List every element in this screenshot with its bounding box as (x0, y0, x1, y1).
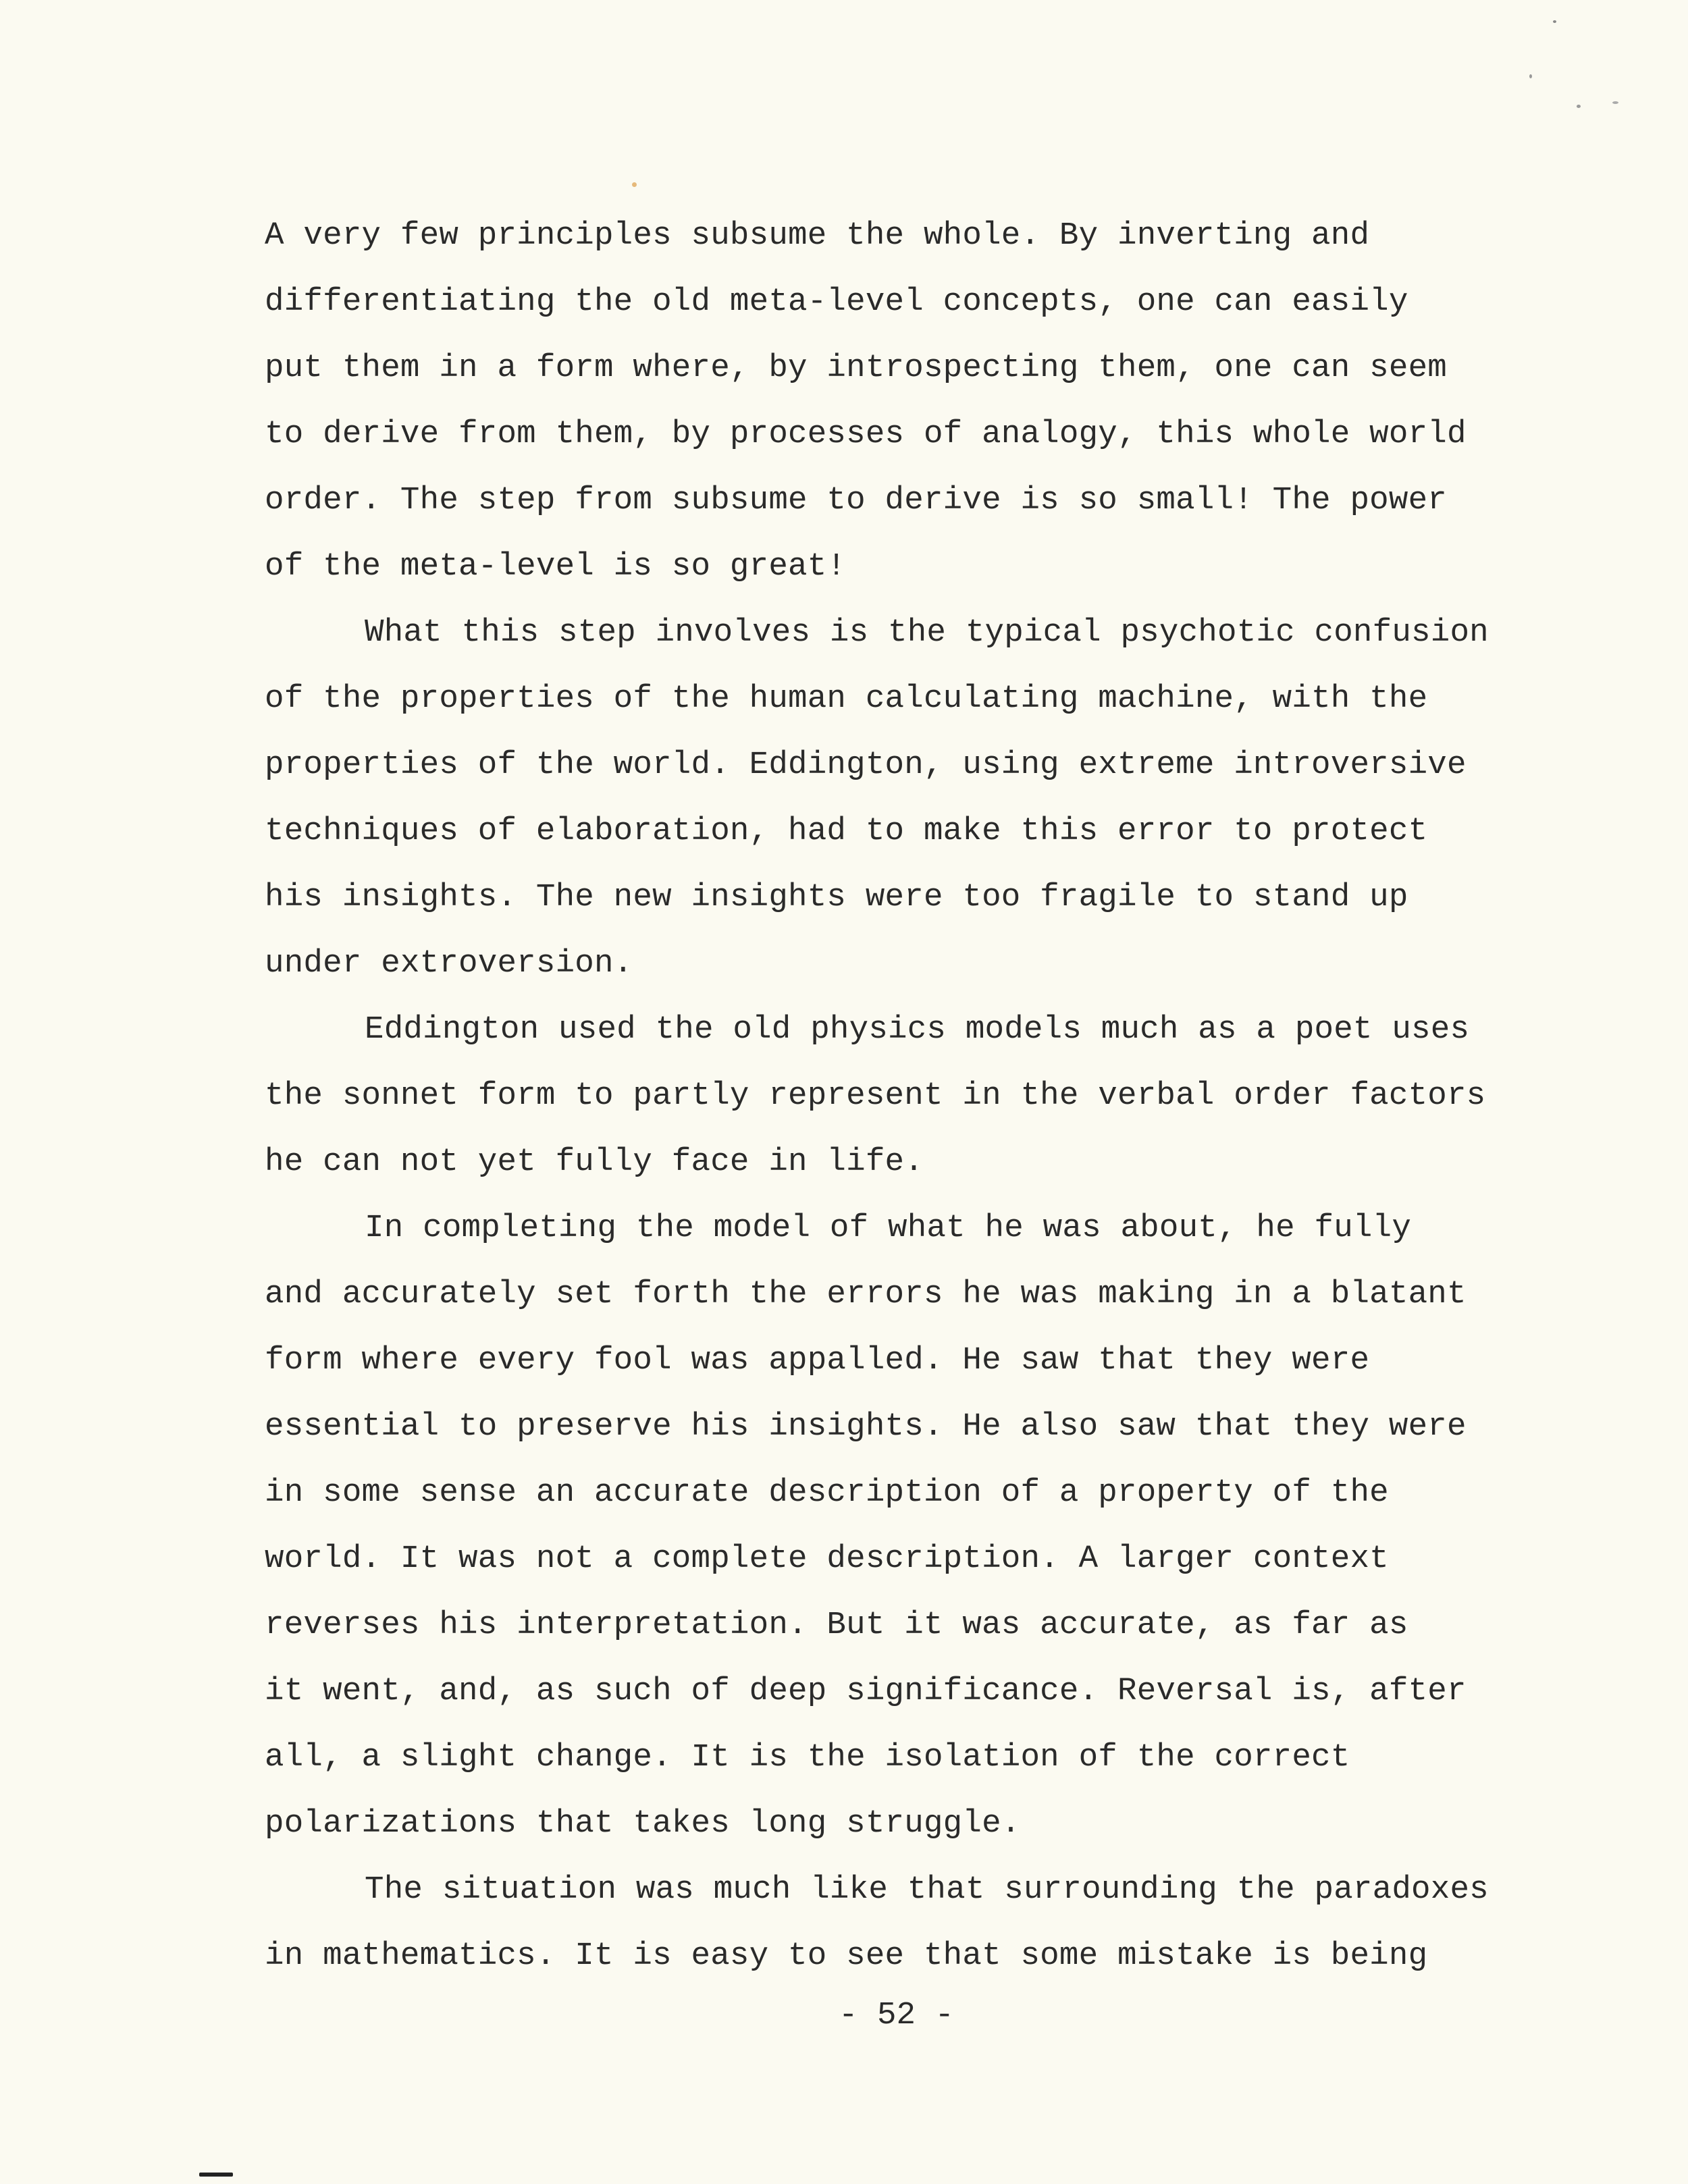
text-line: techniques of elaboration, had to make this error to protect (265, 813, 1428, 849)
paper-speck (1577, 105, 1581, 108)
text-line: differentiating the old meta-level concepts, one can easily (265, 284, 1408, 320)
text-line: essential to preserve his insights. He also saw that they were (265, 1408, 1467, 1445)
paper-speck (632, 182, 637, 187)
text-line: What this step involves is the typical psychotic confusion (365, 614, 1489, 651)
text-line: in some sense an accurate description of a property of the (265, 1474, 1389, 1511)
paper-speck (199, 2173, 233, 2177)
text-line: and accurately set forth the errors he was making in a blatant (265, 1276, 1467, 1312)
page-number: - 52 - (839, 1997, 955, 2033)
text-line: of the properties of the human calculating machine, with the (265, 681, 1428, 717)
text-line: of the meta-level is so great! (265, 548, 847, 585)
text-line: Eddington used the old physics models much as a poet uses (365, 1011, 1470, 1048)
paper-speck (1612, 101, 1618, 104)
text-line: form where every fool was appalled. He saw that they were (265, 1342, 1370, 1379)
text-line: under extroversion. (265, 945, 633, 982)
text-line: his insights. The new insights were too fragile to stand up (265, 879, 1408, 915)
text-line: The situation was much like that surrounding the paradoxes (365, 1871, 1489, 1908)
text-line: he can not yet fully face in life. (265, 1144, 924, 1180)
body-text (265, 203, 1534, 1989)
text-line: the sonnet form to partly represent in the verbal order factors (265, 1077, 1486, 1114)
text-line: to derive from them, by processes of analogy, this whole world (265, 416, 1467, 452)
text-line: A very few principles subsume the whole. By inverting and (265, 217, 1370, 254)
text-line: all, a slight change. It is the isolation of the correct (265, 1739, 1350, 1776)
text-line: In completing the model of what he was about, he fully (365, 1210, 1412, 1246)
text-line: order. The step from subsume to derive is so small! The power (265, 482, 1447, 518)
text-line: properties of the world. Eddington, using extreme introversive (265, 747, 1467, 783)
text-line: world. It was not a complete description. A larger context (265, 1541, 1389, 1577)
text-line: put them in a form where, by introspecting them, one can seem (265, 350, 1447, 386)
paper-speck (1529, 74, 1532, 78)
text-line: in mathematics. It is easy to see that some mistake is being (265, 1938, 1428, 1974)
text-line: polarizations that takes long struggle. (265, 1805, 1021, 1842)
paper-speck (1553, 20, 1556, 23)
text-line: reverses his interpretation. But it was accurate, as far as (265, 1607, 1408, 1643)
text-line: it went, and, as such of deep significance. Reversal is, after (265, 1673, 1467, 1709)
